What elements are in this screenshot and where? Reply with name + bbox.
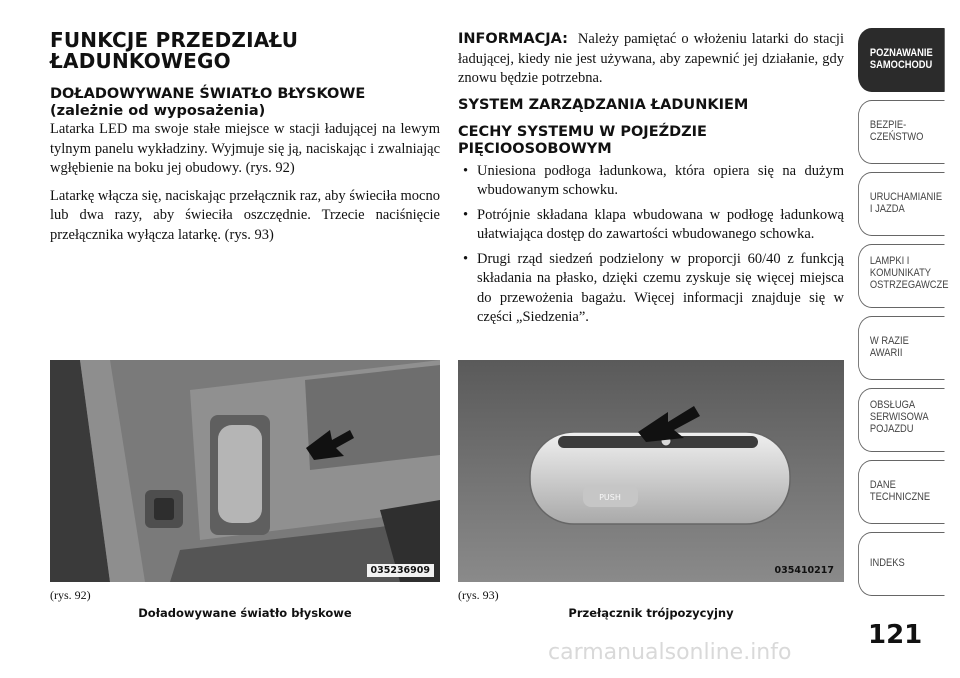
info-label: INFORMACJA: — [458, 31, 568, 47]
tab-label-line: I JAZDA — [869, 203, 905, 215]
subheading-line2: (zależnie od wyposażenia) — [50, 103, 266, 119]
tab-label-line: SAMOCHODU — [869, 59, 933, 71]
tab-label-line: LAMPKI I — [869, 255, 910, 267]
tab-poznawanie-samochodu[interactable] — [858, 28, 945, 92]
heading-five-seat — [458, 124, 844, 158]
feature-list — [458, 162, 844, 328]
tab-bezpieczenstwo[interactable] — [858, 100, 945, 164]
tab-label-line: INDEKS — [869, 557, 905, 569]
flashlight-photo — [50, 360, 440, 582]
heading-five-seat-line1: CECHY SYSTEMU W POJEŹDZIE — [458, 123, 707, 140]
figure-93-caption: Przełącznik trójpozycyjny — [568, 606, 734, 620]
tab-label-line: KOMUNIKATY — [869, 267, 932, 279]
tab-label-line: POZNAWANIE — [869, 47, 933, 59]
tab-w-razie-awarii[interactable] — [858, 316, 945, 380]
figure-92-image — [50, 360, 440, 582]
tab-label-line: OSTRZEGAWCZE — [869, 279, 949, 291]
heading-cargo-system: SYSTEM ZARZĄDZANIA ŁADUNKIEM — [458, 96, 749, 113]
section-title-line1: FUNKCJE PRZEDZIAŁU — [50, 28, 299, 52]
section-title — [50, 30, 440, 72]
list-item: • Drugi rząd siedzeń podzielony w proporcji 60/40 z funkcją składania na płasko, dzięki czemu zyskuje się więcej miejsca do przewożenia bagażu. Więcej informacji znajduje się w części „Siedzenia”. — [458, 250, 844, 328]
tab-obsluga-serwisowa[interactable] — [858, 388, 945, 452]
figure-92-code: 035236909 — [367, 564, 435, 577]
info-note — [458, 30, 844, 89]
tab-label-line: DANE — [869, 479, 896, 491]
right-column — [458, 30, 844, 333]
subheading-flashlight — [50, 86, 440, 120]
chapter-tabs — [858, 28, 960, 604]
tab-dane-techniczne[interactable] — [858, 460, 945, 524]
list-item: • Potrójnie składana klapa wbudowana w podłogę ładunkową ułatwiająca dostęp do zawartości wbudowanego schowka. — [458, 206, 844, 245]
figure-92-caption: Doładowywane światło błyskowe — [138, 606, 352, 620]
paragraph-2: Latarkę włącza się, naciskając przełącznik raz, aby świeciła mocno lub dwa razy, aby świeciła oszczędnie. Trzecie naciśnięcie przełącznika wyłącza latarkę. (rys. 93) — [50, 187, 440, 243]
info-text: Należy pamiętać o włożeniu latarki do stacji ładującej, kiedy nie jest używana, aby zapewnić jej działanie, gdy znowu będzie potrzebna. — [458, 31, 844, 86]
tab-label-line: W RAZIE — [869, 335, 909, 347]
tab-label-line: SERWISOWA — [869, 411, 929, 423]
figure-93-image — [458, 360, 844, 582]
tab-label-line: AWARII — [869, 347, 903, 359]
switch-photo — [458, 360, 844, 582]
figure-92-number: (rys. 92) — [50, 588, 91, 602]
list-item: • Uniesiona podłoga ładunkowa, która opiera się na dużym wbudowanym schowku. — [458, 162, 844, 201]
paragraph-1: Latarka LED ma swoje stałe miejsce w stacji ładującej na lewym tylnym panelu wykładziny. Wyjmuje się ją, naciskając i zwalniając wgłębienie na boku jej obudowy. (rys. 92) — [50, 121, 440, 176]
tab-label-line: OBSŁUGA — [869, 399, 916, 411]
section-title-line2: ŁADUNKOWEGO — [50, 49, 231, 73]
subheading-line1: DOŁADOWYWANE ŚWIATŁO BŁYSKOWE — [50, 86, 366, 102]
tab-label-line: CZEŃSTWO — [869, 131, 924, 143]
tab-uruchamianie-i-jazda[interactable] — [858, 172, 945, 236]
tab-label-line: TECHNICZNE — [869, 491, 931, 503]
page-number: 121 — [868, 620, 923, 650]
left-column — [50, 30, 440, 253]
tab-label-line: URUCHAMIANIE — [869, 191, 943, 203]
push-label: PUSH — [599, 493, 621, 502]
tab-label-line: POJAZDU — [869, 423, 914, 435]
tab-indeks[interactable] — [858, 532, 945, 596]
tab-lampki-i-komunikaty[interactable] — [858, 244, 949, 308]
watermark: carmanualsonline.info — [548, 640, 792, 665]
heading-five-seat-line2: PIĘCIOOSOBOWYM — [458, 140, 612, 157]
figure-93-number: (rys. 93) — [458, 588, 499, 602]
figure-93-code: 035410217 — [774, 565, 834, 576]
tab-label-line: BEZPIE- — [869, 119, 907, 131]
